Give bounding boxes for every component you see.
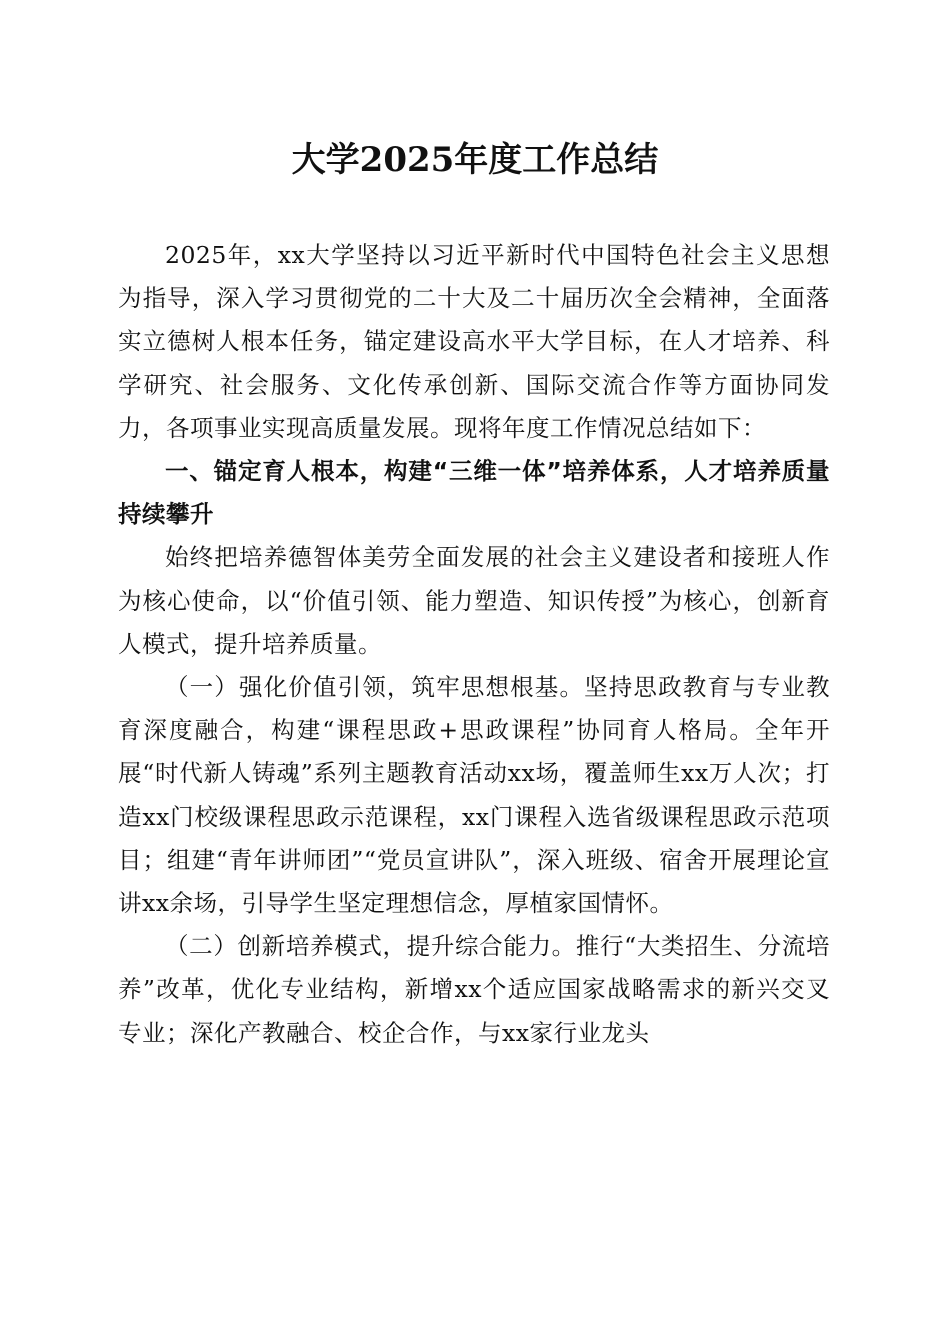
item-paragraph-1: （一）强化价值引领，筑牢思想根基。坚持思政教育与专业教育深度融合，构建“课程思政+思政课程”协同育人格局。全年开展“时代新人铸魂”系列主题教育活动xx场，覆盖师生xx万人次；打造xx门校级课程思政示范课程，xx门课程入选省级课程思政示范项目；组建“青年讲师团”“党员宣讲队”，深入班级、宿舍开展理论宣讲xx余场，引导学生坚定理想信念，厚植家国情怀。 [118, 673, 830, 918]
document-body [118, 234, 830, 1055]
intro-paragraph: 2025年，xx大学坚持以习近平新时代中国特色社会主义思想为指导，深入学习贯彻党的二十大及二十届历次全会精神，全面落实立德树人根本任务，锚定建设高水平大学目标，在人才培养、科学研究、社会服务、文化传承创新、国际交流合作等方面协同发力，各项事业实现高质量发展。现将年度工作情况总结如下： [118, 241, 830, 442]
document-title: 大学2025年度工作总结 [291, 140, 659, 180]
section-heading: 一、锚定育人根本，构建“三维一体”培养体系，人才培养质量持续攀升 [118, 457, 830, 529]
item-paragraph-2: （二）创新培养模式，提升综合能力。推行“大类招生、分流培养”改革，优化专业结构，新增xx个适应国家战略需求的新兴交叉专业；深化产教融合、校企合作，与xx家行业龙头 [118, 932, 830, 1047]
section-summary-paragraph: 始终把培养德智体美劳全面发展的社会主义建设者和接班人作为核心使命，以“价值引领、能力塑造、知识传授”为核心，创新育人模式，提升培养质量。 [118, 543, 830, 658]
